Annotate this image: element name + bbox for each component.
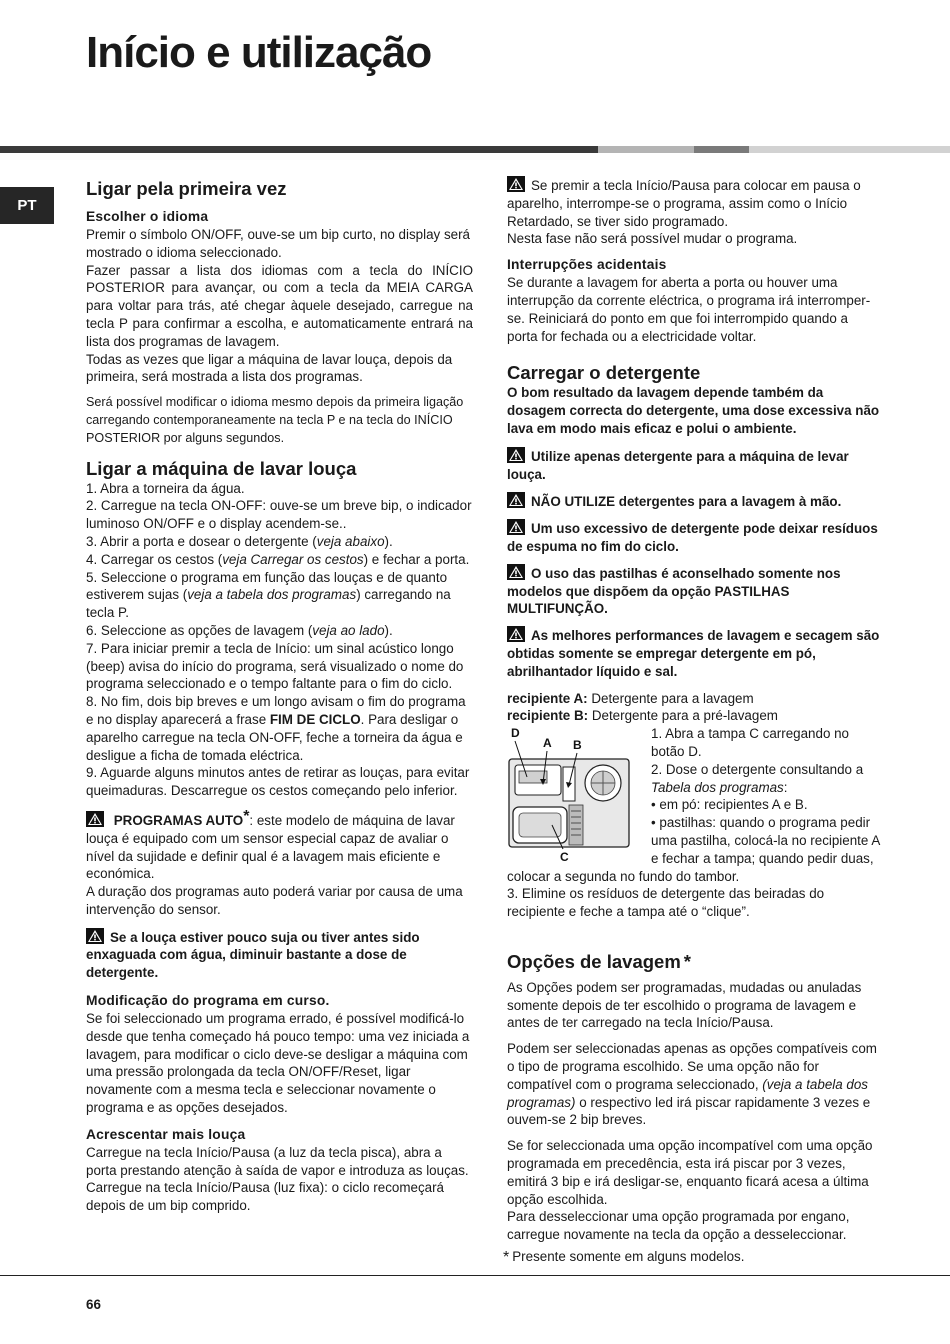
step-item: 1. Abra a torneira da água.: [86, 480, 245, 496]
detergent-steps: [507, 725, 882, 921]
step-item: 9. Aguarde alguns minutos antes de retirar as louças, para evitar queimaduras. Descarregue os cestos começando pelo inferior.: [86, 765, 470, 799]
page-title: Início e utilização: [86, 28, 432, 77]
subheading-interruptions: Interrupções acidentais: [507, 257, 667, 273]
paragraph: Será possível modificar o idioma mesmo depois da primeira ligação carregando contemporaneamente na tecla P e na tecla do INÍCIO POSTERIOR por alguns segundos.: [86, 395, 464, 445]
svg-text:A: A: [543, 736, 552, 751]
container-a-line: recipiente A: Detergente para a lavagem: [507, 690, 754, 706]
detergent-dispenser-diagram: [507, 725, 643, 863]
page-number: 66: [86, 1297, 101, 1312]
footer-divider: [0, 1275, 950, 1276]
paragraph: Fazer passar a lista dos idiomas com a tecla do INÍCIO POSTERIOR para avançar, ou com a tecla da MEIA CARGA para voltar para trás, até chegar àquele desejado, carregue na tecla P para confirmar a escolha, e automaticamente entrará na lista dos programas de lavagem.: [86, 262, 473, 349]
step-item: 8. No fim, dois bip breves e um longo avisam o fim do programa e no display aparecerá a frase FIM DE CICLO. Para desligar o aparelho carregue na tecla ON-OFF, feche a torneira da água e desligue a ficha de tomada eléctrica.: [86, 694, 466, 763]
pause-note: Se premir a tecla Início/Pausa para colocar em pausa o aparelho, interrompe-se o programa, assim como o Início Retardado, se tiver sido programado.: [507, 178, 861, 229]
header-bar-pale: [749, 146, 950, 153]
subheading-choose-language: Escolher o idioma: [86, 209, 209, 224]
paragraph: A duração dos programas auto poderá variar por causa de uma intervenção do sensor.: [86, 884, 463, 917]
section-title-first-start: Ligar pela primeira vez: [86, 178, 287, 199]
step-item: 6. Seleccione as opções de lavagem (veja ao lado).: [86, 622, 393, 638]
step-item: 2. Dose o detergente consultando a Tabela dos programas:: [651, 761, 864, 795]
step-item: 1. Abra a tampa C carregando no botão D.: [651, 726, 850, 759]
svg-text:C: C: [560, 850, 569, 864]
step-item: 5. Seleccione o programa em função das louças e de quanto estiverem sujas (veja a tabela dos programas) carregando na tecla P.: [86, 569, 451, 621]
warning-icon: [86, 811, 104, 827]
step-item: 3. Elimine os resíduos de detergente das beiradas do recipiente e feche a tampa até o “clique”.: [507, 886, 825, 920]
language-tab: PT: [0, 187, 54, 224]
step-item: 7. Para iniciar premir a tecla de Início: um sinal acústico longo (beep) avisa do início do programa, será visualizado o nome do programa seleccionado e o tempo faltante para o fim do ciclo.: [86, 640, 464, 692]
subheading-modify-program: Modificação do programa em curso.: [86, 993, 330, 1009]
left-column: [86, 176, 473, 1215]
warning-icon: [507, 626, 525, 642]
step-item: 4. Carregar os cestos (veja Carregar os cestos) e fechar a porta.: [86, 551, 470, 567]
container-b-line: recipiente B: Detergente para a pré-lavagem: [507, 708, 778, 724]
step-item: 3. Abrir a porta e dosear o detergente (veja abaixo).: [86, 533, 393, 549]
subheading-add-dishes: Acrescentar mais louça: [86, 1126, 246, 1142]
paragraph: As Opções podem ser programadas, mudadas ou anuladas somente depois de ter escolhido o programa de lavagem e antes de ter carregado na tecla Início/Pausa.: [507, 979, 862, 1031]
header-bar-light: [598, 146, 694, 153]
section-title-start-dishwasher: Ligar a máquina de lavar louça: [86, 457, 357, 479]
paragraph: Nesta fase não será possível mudar o programa.: [507, 231, 798, 247]
footnote: * Presente somente em alguns modelos.: [503, 1249, 745, 1266]
warning-item: As melhores performances de lavagem e secagem são obtidas somente se empregar detergente em pó, abrilhantador líquido e sal.: [507, 628, 880, 679]
svg-text:D: D: [511, 726, 520, 741]
warning-icon: [507, 519, 525, 535]
warning-icon: [507, 447, 525, 463]
header-bar-mid: [694, 146, 749, 153]
header-bar-dark: [0, 146, 598, 153]
detergent-intro: O bom resultado da lavagem depende também da dosagem correcta do detergente, uma dose excessiva não lava em modo mais eficaz e polui o ambiente.: [507, 385, 880, 436]
paragraph: Para desseleccionar uma opção programada por engano, carregue novamente na tecla da opção a desseleccionar.: [507, 1209, 850, 1243]
warning-lightly-soiled: Se a louça estiver pouco suja ou tiver antes sido enxaguada com água, diminuir bastante a dose de detergente.: [86, 929, 420, 981]
paragraph: Todas as vezes que ligar a máquina de lavar louça, depois da primeira, será mostrada a lista dos programas.: [86, 351, 453, 385]
paragraph: Podem ser seleccionadas apenas as opções compatíveis com o tipo de programa escolhido. Se uma opção não for compatível com o programa seleccionado, (veja a tabela dos programas) o respectivo led irá piscar rapidamente 3 vezes e ouvem-se 2 bip breves.: [507, 1041, 877, 1128]
warning-item: Um uso excessivo de detergente pode deixar resíduos de espuma no fim do ciclo.: [507, 521, 878, 554]
paragraph: Carregue na tecla Início/Pausa (a luz da tecla pisca), abra a porta prestando atenção à saída de vapor e introduza as louças. Carregue na tecla Início/Pausa (luz fixa): o ciclo recomeçará depois de um bip comprido.: [86, 1144, 469, 1214]
paragraph: Se foi seleccionado um programa errado, é possível modificá-lo desde que tenha começado há pouco tempo: uma vez iniciada a lavagem, para modificar o ciclo deve-se desligar a máquina com uma pressão prolongada da tecla ON/OFF/Reset, ligar novamente com a mesma tecla e seleccionar novamente o programa e as opções desejados.: [86, 1011, 470, 1116]
paragraph: Premir o símbolo ON/OFF, ouve-se um bip curto, no display será mostrado o idioma seleccionado.: [86, 227, 471, 260]
warning-item: Utilize apenas detergente para a máquina de levar louça.: [507, 448, 849, 482]
section-title-detergent: Carregar o detergente: [507, 362, 701, 384]
warning-icon: [507, 564, 525, 580]
step-item: • em pó: recipientes A e B.: [651, 797, 808, 813]
svg-text:B: B: [573, 738, 582, 753]
right-column: [507, 176, 882, 1244]
paragraph: Se durante a lavagem for aberta a porta ou houver uma interrupção da corrente eléctrica, o programa irá interromper-se. Reiniciará do ponto em que foi interrompido quando a porta for fechada ou a electricidade voltar.: [507, 275, 871, 344]
warning-item: O uso das pastilhas é aconselhado somente nos modelos que dispõem da opção PASTILHAS MULTIFUNÇÃO.: [507, 565, 841, 617]
step-item: 2. Carregue na tecla ON-OFF: ouve-se um breve bip, o indicador luminoso ON/OFF e o display acendem-se..: [86, 498, 472, 532]
warning-item: NÃO UTILIZE detergentes para a lavagem à mão.: [507, 492, 882, 511]
warning-icon: [507, 492, 525, 508]
warning-icon: [86, 928, 104, 944]
warning-icon: [507, 176, 525, 192]
step-item: • pastilhas: quando o programa pedir uma pastilha, colocá-la no recipiente A e fechar a tampa; quando pedir duas, colocar a segunda no fundo do tambor.: [507, 815, 880, 884]
section-title-wash-options: Opções de lavagem *: [507, 950, 691, 972]
paragraph: Se for seleccionada uma opção incompatível com uma opção programada em precedência, esta irá piscar por 3 vezes, emitirá 3 bip e irá desligar-se, enquanto ficará acesa a última opção escolhida.: [507, 1138, 873, 1207]
auto-programs-note: PROGRAMAS AUTO*: este modelo de máquina de lavar louça é equipado com um sensor especial capaz de avaliar o nível da sujidade e definir qual é a lavagem mais eficiente e económica.: [86, 807, 455, 882]
